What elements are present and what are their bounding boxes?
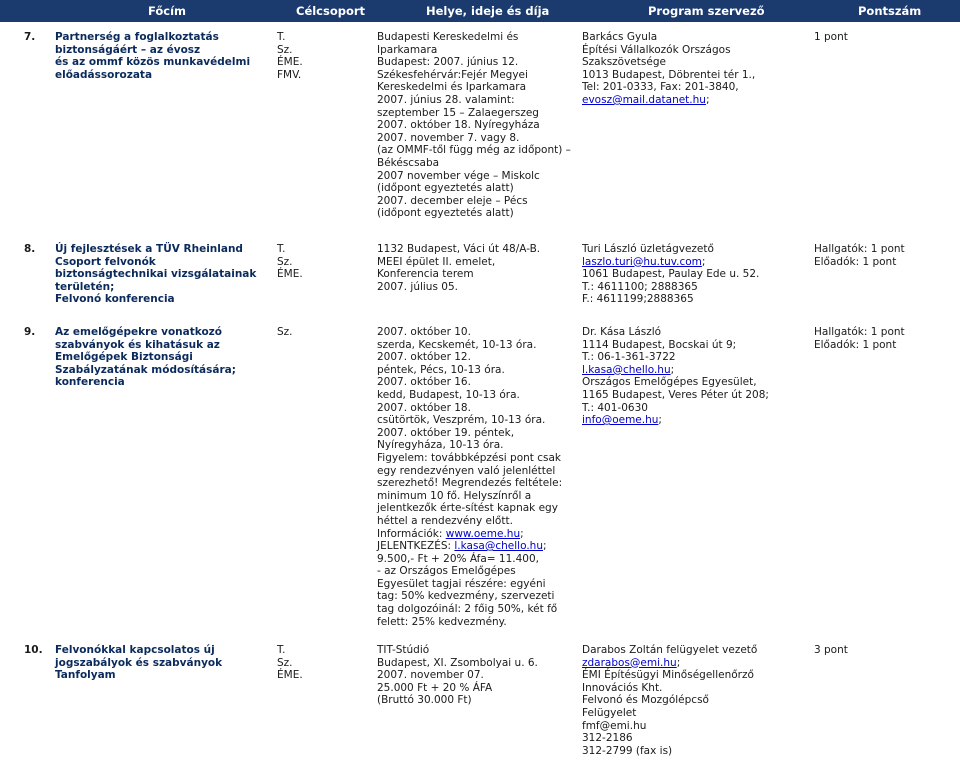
- row-title: Új fejlesztések a TÜV Rheinland Csoport felvonók biztonságtechnikai vizsgálatainak területén; Felvonó konferencia: [55, 243, 257, 306]
- row-title: Az emelőgépekre vonatkozó szabványok és kihatásuk az Emelőgépek Biztonsági Szabályzatának módosítására; konferencia: [55, 326, 236, 389]
- email-link[interactable]: laszlo.turi@hu.tuv.com: [582, 255, 702, 268]
- header-celcsoport: Célcsoport: [296, 4, 366, 18]
- header-focim: Főcím: [148, 4, 187, 18]
- row-number: 8.: [24, 243, 36, 255]
- row-target-group: Sz.: [277, 326, 293, 338]
- email-link[interactable]: zdarabos@emi.hu: [582, 656, 677, 669]
- row-place-time: 2007. október 10. szerda, Kecskemét, 10-13 óra. 2007. október 12. péntek, Pécs, 10-13 óra. 2007. október 16. kedd, Budapest, 10-13 óra. 2007. október 18. csütörtök, Veszprém, 10-13 óra. 2007. október 19. péntek, Nyíregyháza, 10-13 óra. Figyelem: továbbképzési pont csak egy rendezvényen való jelenléttel szerezhető! Megrendezés feltétele: minimum 10 fő. Helyszínről a jelentkezők érte-sítést kapnak egy héttel a rendezvény előtt. Információk: www.oeme.hu; JELENTKEZÉS: l.kasa@chello.hu; 9.500,- Ft + 20% Áfa= 11.400, - az Országos Emelőgépes Egyesület tagjai részére: egyéni tag: 50% kedvezmény, szervezeti tag dolgozóinál: 2 főig 50%, két fő felett: 25% kedvezmény.: [377, 326, 563, 628]
- email-link[interactable]: l.kasa@chello.hu: [454, 540, 543, 553]
- row-points: Hallgatók: 1 pont Előadók: 1 pont: [814, 326, 905, 351]
- email-link[interactable]: info@oeme.hu: [582, 414, 659, 427]
- row-title: Felvonókkal kapcsolatos új jogszabályok és szabványok Tanfolyam: [55, 644, 223, 682]
- row-points: 3 pont: [814, 644, 848, 656]
- email-link[interactable]: l.kasa@chello.hu: [582, 363, 671, 376]
- row-number: 9.: [24, 326, 36, 338]
- row-number: 7.: [24, 31, 36, 43]
- email-link[interactable]: evosz@mail.datanet.hu: [582, 93, 706, 106]
- header-pontszam: Pontszám: [858, 4, 922, 18]
- row-target-group: T. Sz. ÉME.: [277, 243, 303, 281]
- row-target-group: T. Sz. ÉME. FMV.: [277, 31, 303, 81]
- row-place-time: 1132 Budapest, Váci út 48/A-B. MEEI épület II. emelet, Konferencia terem 2007. július 05.: [377, 243, 541, 293]
- row-organizer: Turi László üzletágvezető laszlo.turi@hu.tuv.com; 1061 Budapest, Paulay Ede u. 52. T.: 4611100; 2888365 F.: 4611199;2888365: [582, 243, 760, 306]
- row-organizer: Dr. Kása László 1114 Budapest, Bocskai út 9; T.: 06-1-361-3722 l.kasa@chello.hu; Országos Emelőgépes Egyesület, 1165 Budapest, Veres Péter út 208; T.: 401-0630 info@oeme.hu;: [582, 326, 769, 427]
- header-helye: Helye, ideje és díja: [426, 4, 550, 18]
- row-organizer: Barkács Gyula Építési Vállalkozók Országos Szakszövetsége 1013 Budapest, Döbrentei tér 1., Tel: 201-0333, Fax: 201-3840, evosz@mail.datanet.hu;: [582, 31, 756, 106]
- row-place-time: TIT-Stúdió Budapest, XI. Zsombolyai u. 6. 2007. november 07. 25.000 Ft + 20 % ÁFA (Bruttó 30.000 Ft): [377, 644, 538, 707]
- website-link[interactable]: www.oeme.hu: [445, 527, 521, 540]
- row-number: 10.: [24, 644, 43, 656]
- row-title: Partnerség a foglalkoztatás biztonságáért – az évosz és az ommf közös munkavédelmi előadássorozata: [55, 31, 251, 81]
- row-target-group: T. Sz. ÉME.: [277, 644, 303, 682]
- row-points: Hallgatók: 1 pont Előadók: 1 pont: [814, 243, 905, 268]
- row-points: 1 pont: [814, 31, 848, 43]
- header-program: Program szervező: [648, 4, 765, 18]
- row-place-time: Budapesti Kereskedelmi és Iparkamara Budapest: 2007. június 12. Székesfehérvár:Fejér Megyei Kereskedelmi és Iparkamara 2007. június 28. valamint: szeptember 15 – Zalaegerszeg 2007. október 18. Nyíregyháza 2007. november 7. vagy 8. (az OMMF-től függ még az időpont) – Békéscsaba 2007 november vége – Miskolc (időpont egyeztetés alatt) 2007. december eleje – Pécs (időpont egyeztetés alatt): [377, 31, 571, 220]
- row-organizer: Darabos Zoltán felügyelet vezető zdarabos@emi.hu; ÉMI Építésügyi Minőségellenőrző Innovációs Kht. Felvonó és Mozgólépcső Felügyelet fmf@emi.hu 312-2186 312-2799 (fax is): [582, 644, 758, 757]
- table-header: [0, 0, 960, 22]
